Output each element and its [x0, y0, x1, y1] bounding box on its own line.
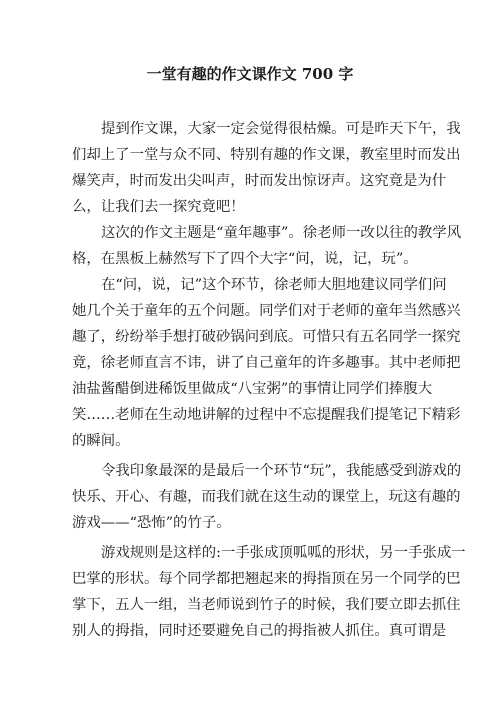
paragraph-2-line-2: 格，在黑板上赫然写下了四个大字“问，说，记，玩”。: [72, 251, 418, 267]
document-title: 一堂有趣的作文课作文 700 字: [146, 65, 354, 83]
paragraph-1-line-1: 提到作文课，大家一定会觉得很枯燥。可是昨天下午，我: [101, 121, 461, 137]
paragraph-2-line-1: 这次的作文主题是“童年趣事”。徐老师一改以往的教学风: [101, 225, 462, 241]
paragraph-1-line-4: 么，让我们去一探究竟吧！: [72, 199, 245, 215]
paragraph-5-line-2: 巴掌的形状。每个同学都把翘起来的拇指顶在另一个同学的巴: [72, 571, 461, 587]
paragraph-5-line-4: 别人的拇指，同时还要避免自己的拇指被人抓住。真可谓是: [72, 623, 447, 639]
paragraph-3-line-1: 在“问，说，记”这个环节，徐老师大胆地建议同学们问: [101, 277, 447, 293]
paragraph-4-line-3: 游戏——“恐怖”的竹子。: [72, 515, 231, 531]
paragraph-3-line-6: 笑……老师在生动地讲解的过程中不忘提醒我们提笔记下精彩: [72, 407, 461, 423]
paragraph-1-line-2: 们却上了一堂与众不同、特别有趣的作文课，教室里时而发出: [72, 147, 461, 163]
paragraph-3-line-7: 的瞬间。: [72, 433, 130, 449]
paragraph-1-line-3: 爆笑声，时而发出尖叫声，时而发出惊讶声。这究竟是为什: [72, 173, 447, 189]
paragraph-3-line-5: 油盐酱醋倒进稀饭里做成“八宝粥”的事情让同学们捧腹大: [72, 381, 433, 397]
paragraph-3-line-3: 趣了，纷纷举手想打破砂锅问到底。可惜只有五名同学一探究: [72, 329, 461, 345]
paragraph-4-line-1: 令我印象最深的是最后一个环节“玩”，我能感受到游戏的: [101, 463, 462, 479]
paragraph-4-line-2: 快乐、开心、有趣，而我们就在这生动的课堂上，玩这有趣的: [72, 489, 461, 505]
paragraph-3-line-4: 竟，徐老师直言不讳，讲了自己童年的许多趣事。其中老师把: [72, 355, 461, 371]
paragraph-3-line-2: 她几个关于童年的五个问题。同学们对于老师的童年当然感兴: [72, 303, 461, 319]
paragraph-5-line-3: 掌下，五人一组，当老师说到竹子的时候，我们要立即去抓住: [72, 597, 461, 613]
paragraph-5-line-1: 游戏规则是这样的:一手张成顶呱呱的形状，另一手张成一: [101, 545, 466, 561]
